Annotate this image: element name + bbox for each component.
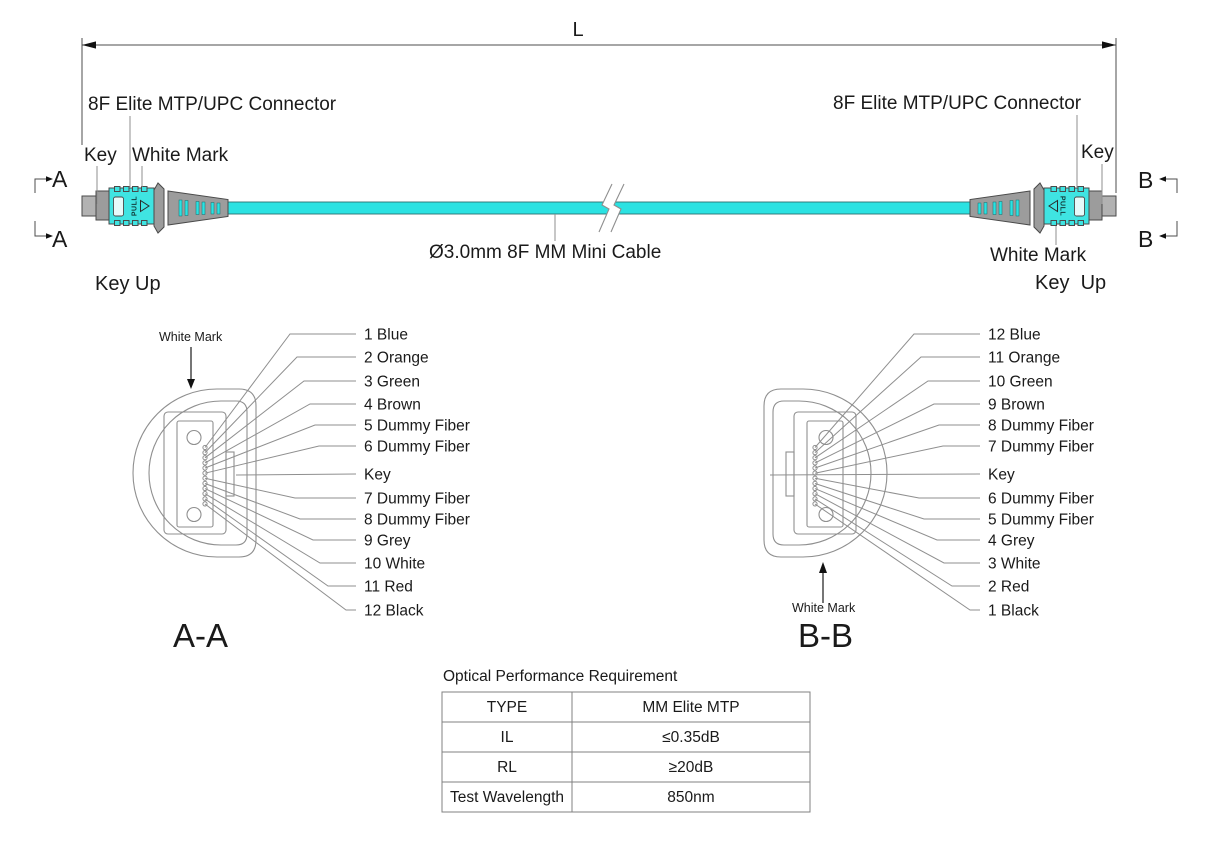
left-key-up-label: Key Up — [95, 273, 161, 295]
fiber-label: 8 Dummy Fiber — [364, 511, 470, 529]
fiber-leader-line — [815, 504, 980, 610]
bb-annotations — [792, 562, 856, 654]
table-cell: MM Elite MTP — [642, 699, 740, 716]
svg-text:A: A — [52, 166, 68, 192]
bb-face-view — [764, 389, 887, 557]
dimension-arrow-right — [1102, 41, 1116, 48]
aa-title: A-A — [173, 617, 229, 654]
pull-text-left: PULL — [131, 195, 139, 217]
svg-text:B: B — [1138, 226, 1154, 252]
table-cell: ≤0.35dB — [662, 729, 720, 746]
fiber-label: Key — [988, 466, 1015, 484]
aa-face-view — [133, 389, 256, 557]
svg-text:B: B — [1138, 167, 1154, 193]
section-marker-b-bottom — [1138, 221, 1177, 252]
table-cell: 850nm — [667, 789, 715, 806]
section-marker-a-top — [35, 166, 68, 193]
fiber-label: 7 Dummy Fiber — [364, 490, 470, 508]
fiber-label: Key — [364, 466, 391, 484]
table-cell: ≥20dB — [668, 759, 714, 776]
fiber-label: 5 Dummy Fiber — [364, 417, 470, 435]
right-white-mark-label: White Mark — [990, 245, 1087, 266]
table-cell: Test Wavelength — [449, 789, 565, 806]
fiber-label: 8 Dummy Fiber — [988, 417, 1094, 435]
aa-annotations — [159, 330, 228, 654]
fiber-leader-line — [205, 478, 356, 498]
right-connector — [970, 183, 1116, 233]
table-cell: IL — [500, 729, 514, 746]
fiber-label: 2 Orange — [364, 349, 429, 367]
table-cell: RL — [497, 759, 517, 776]
right-key-label: Key — [1081, 142, 1114, 163]
fiber-label: 10 White — [364, 555, 426, 573]
fiber-leader-line — [815, 494, 980, 563]
left-connector-label: 8F Elite MTP/UPC Connector — [88, 94, 337, 115]
fiber-label: 4 Brown — [364, 396, 421, 414]
fiber-label: 12 Black — [364, 602, 424, 620]
table-title: Optical Performance Requirement — [443, 668, 678, 685]
aa-white-mark-label: White Mark — [159, 330, 223, 344]
fiber-label: 3 White — [988, 555, 1041, 573]
right-key-up-label: Key Up — [1035, 272, 1107, 294]
fiber-label: 9 Grey — [364, 532, 411, 550]
fiber-leader-line — [815, 484, 980, 520]
section-marker-b-top — [1138, 167, 1177, 193]
right-connector-label: 8F Elite MTP/UPC Connector — [833, 93, 1082, 114]
pull-text-right: PULL — [1058, 195, 1066, 217]
fiber-label: 7 Dummy Fiber — [988, 438, 1094, 456]
fiber-label: 11 Orange — [988, 349, 1061, 367]
section-marker-a-bottom — [35, 221, 68, 252]
fiber-label: 11 Red — [364, 578, 413, 596]
fiber-label: 6 Dummy Fiber — [988, 490, 1094, 508]
left-connector — [82, 183, 228, 233]
svg-text:A: A — [52, 226, 68, 252]
dimension-arrow-left — [82, 41, 96, 48]
fiber-leader-line — [205, 334, 356, 448]
fiber-label: 5 Dummy Fiber — [988, 511, 1094, 529]
fiber-leader-line — [815, 478, 980, 498]
fiber-leader-line — [236, 474, 356, 475]
fiber-label: 1 Black — [988, 602, 1039, 620]
fiber-leader-line — [205, 484, 356, 520]
bb-white-mark-label: White Mark — [792, 601, 856, 615]
fiber-label: 4 Grey — [988, 532, 1035, 550]
left-white-mark-label: White Mark — [132, 145, 229, 166]
optical-performance-table — [442, 668, 810, 812]
aa-fiber-label-fan — [205, 327, 470, 620]
fiber-leader-line — [815, 499, 980, 586]
bb-white-mark-arrow — [819, 562, 827, 573]
aa-white-mark-arrow — [187, 379, 195, 389]
fiber-leader-line — [815, 357, 980, 453]
table-cell: TYPE — [486, 699, 528, 716]
cable-label: Ø3.0mm 8F MM Mini Cable — [429, 242, 662, 263]
left-key-label: Key — [84, 145, 117, 166]
fiber-label: 6 Dummy Fiber — [364, 438, 470, 456]
fiber-label: 3 Green — [364, 373, 421, 391]
bb-title: B-B — [798, 617, 854, 654]
fiber-leader-line — [770, 474, 980, 475]
bb-fiber-label-fan — [770, 327, 1094, 620]
fiber-label: 2 Red — [988, 578, 1030, 596]
fiber-cable — [226, 202, 970, 214]
fiber-label: 12 Blue — [988, 326, 1041, 344]
fiber-label: 9 Brown — [988, 396, 1045, 414]
fiber-leader-line — [205, 404, 356, 463]
length-label: L — [572, 19, 584, 41]
fiber-label: 10 Green — [988, 373, 1053, 391]
fiber-label: 1 Blue — [364, 326, 408, 344]
